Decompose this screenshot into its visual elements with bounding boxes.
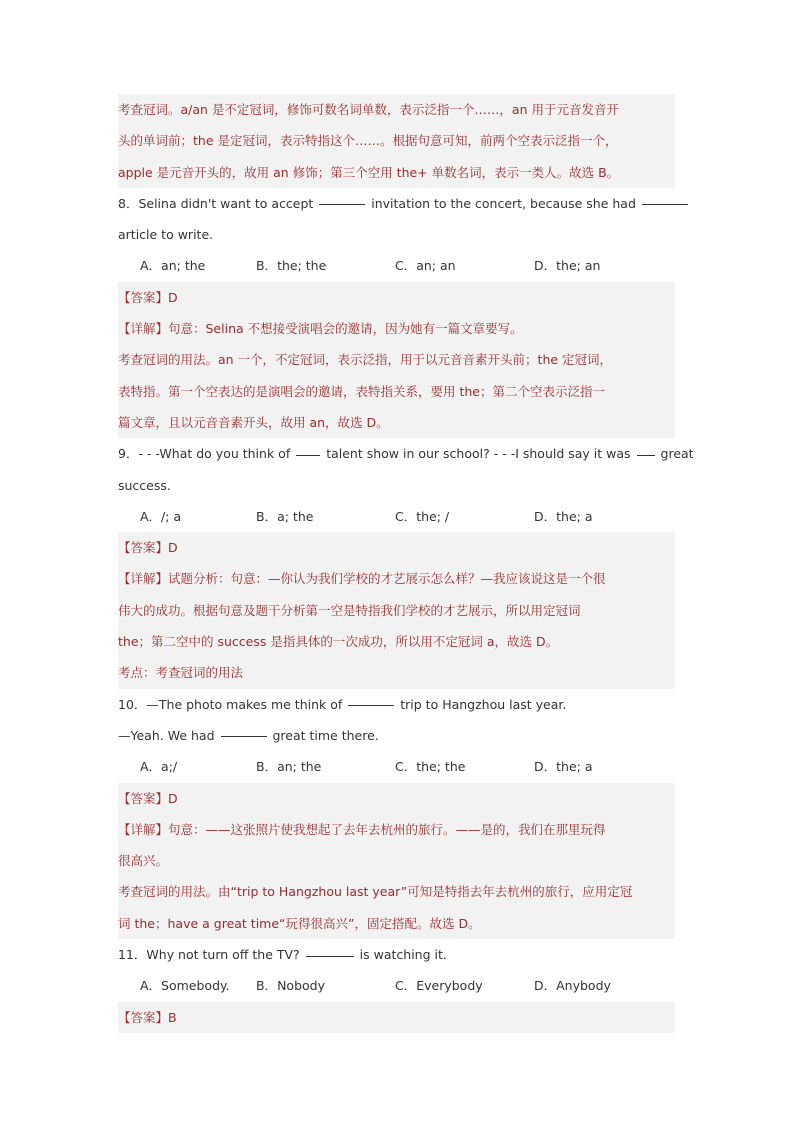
answer-label: 【答案】D (118, 790, 178, 806)
question-8-stem: 8．Selina didn't want to accept invitation to the concert, because she had (118, 188, 675, 219)
question-9-stem: 9．- - -What do you think of talent show in our school? - - -I should say it was great (118, 446, 694, 462)
option-b: B．Nobody (256, 978, 325, 994)
detail-line: 表特指。第一个空表达的是演唱会的邀请，表特指关系，要用 the；第二个空表示泛指一 (118, 383, 605, 399)
option-c: C．the; the (395, 759, 466, 775)
detail-line: the；第二空中的 success 是指具体的一次成功，所以用不定冠词 a，故选 D。 (118, 634, 559, 650)
option-d: D．the; an (534, 258, 601, 274)
detail-line: 伟大的成功。根据句意及题干分析第一空是特指我们学校的才艺展示，所以用定冠词 (118, 602, 581, 618)
question-9-stem-cont: success. (118, 477, 171, 493)
explanation-line: apple 是元音开头的，故用 an 修饰；第三个空用 the+ 单数名词，表示一类人。故选 B。 (118, 164, 620, 180)
option-d: D．the; a (534, 508, 593, 524)
option-d: D．Anybody (534, 978, 611, 994)
option-a: A．/; a (140, 508, 182, 524)
detail-line: 考查冠词的用法。由“trip to Hangzhou last year”可知是特指去年去杭州的旅行，应用定冠 (118, 884, 633, 900)
option-b: B．a; the (256, 508, 314, 524)
detail-line: 【详解】试题分析：句意：—你认为我们学校的才艺展示怎么样？—我应该说这是一个很 (118, 571, 606, 587)
answer-label: 【答案】D (118, 540, 178, 556)
question-11-stem: 11．Why not turn off the TV? is watching it. (118, 947, 447, 963)
detail-line: 篇文章，且以元音音素开头，故用 an，故选 D。 (118, 414, 389, 430)
question-8-options (118, 250, 675, 281)
detail-line: 【详解】句意：——这张照片使我想起了去年去杭州的旅行。——是的，我们在那里玩得 (118, 821, 606, 837)
answer-label: 【答案】D (118, 289, 178, 305)
answer-label: 【答案】B (118, 1009, 177, 1025)
q7-explanation (118, 94, 675, 188)
document-page (118, 94, 694, 1033)
detail-line: 词 the；have a great time“玩得很高兴”，固定搭配。故选 D。 (118, 915, 481, 931)
question-9-answer-block (118, 532, 675, 688)
explanation-line: 考查冠词。a/an 是不定冠词，修饰可数名词单数，表示泛指一个……，an 用于元音发音开 (118, 102, 619, 117)
option-b: B．an; the (256, 759, 322, 775)
option-c: C．the; / (395, 508, 450, 524)
answer-blank (637, 454, 655, 456)
question-11-options (118, 970, 675, 1001)
answer-blank (296, 454, 320, 456)
option-c: C．an; an (395, 258, 456, 274)
answer-blank (348, 704, 394, 706)
answer-blank (221, 735, 267, 737)
option-c: C．Everybody (395, 978, 483, 994)
option-a: A．a;/ (140, 759, 178, 775)
detail-line: 【详解】句意：Selina 不想接受演唱会的邀请，因为她有一篇文章要写。 (118, 321, 523, 337)
explanation-line: 头的单词前；the 是定冠词，表示特指这个……。根据句意可知，前两个空表示泛指一个， (118, 133, 618, 149)
detail-line: 考查冠词的用法。an 一个，不定冠词，表示泛指，用于以元音音素开头前；the 定冠词， (118, 352, 613, 368)
question-10-stem-cont: —Yeah. We had great time there. (118, 727, 379, 743)
answer-blank (319, 203, 365, 205)
option-b: B．the; the (256, 258, 327, 274)
question-10-stem: 10．—The photo makes me think of trip to Hangzhou last year. (118, 696, 567, 712)
answer-blank (306, 955, 354, 957)
question-8-stem-cont: article to write. (118, 227, 214, 243)
option-d: D．the; a (534, 759, 593, 775)
detail-line: 考点：考查冠词的用法 (118, 665, 244, 681)
question-10-options (118, 751, 675, 782)
question-10-answer-block (118, 783, 675, 939)
question-9-options (118, 501, 675, 532)
option-a: A．Somebody. (140, 978, 230, 994)
answer-blank (642, 203, 688, 205)
question-11-answer-block (118, 1002, 675, 1033)
detail-line: 很高兴。 (118, 853, 169, 869)
option-a: A．an; the (140, 258, 206, 274)
question-8-answer-block (118, 282, 675, 438)
